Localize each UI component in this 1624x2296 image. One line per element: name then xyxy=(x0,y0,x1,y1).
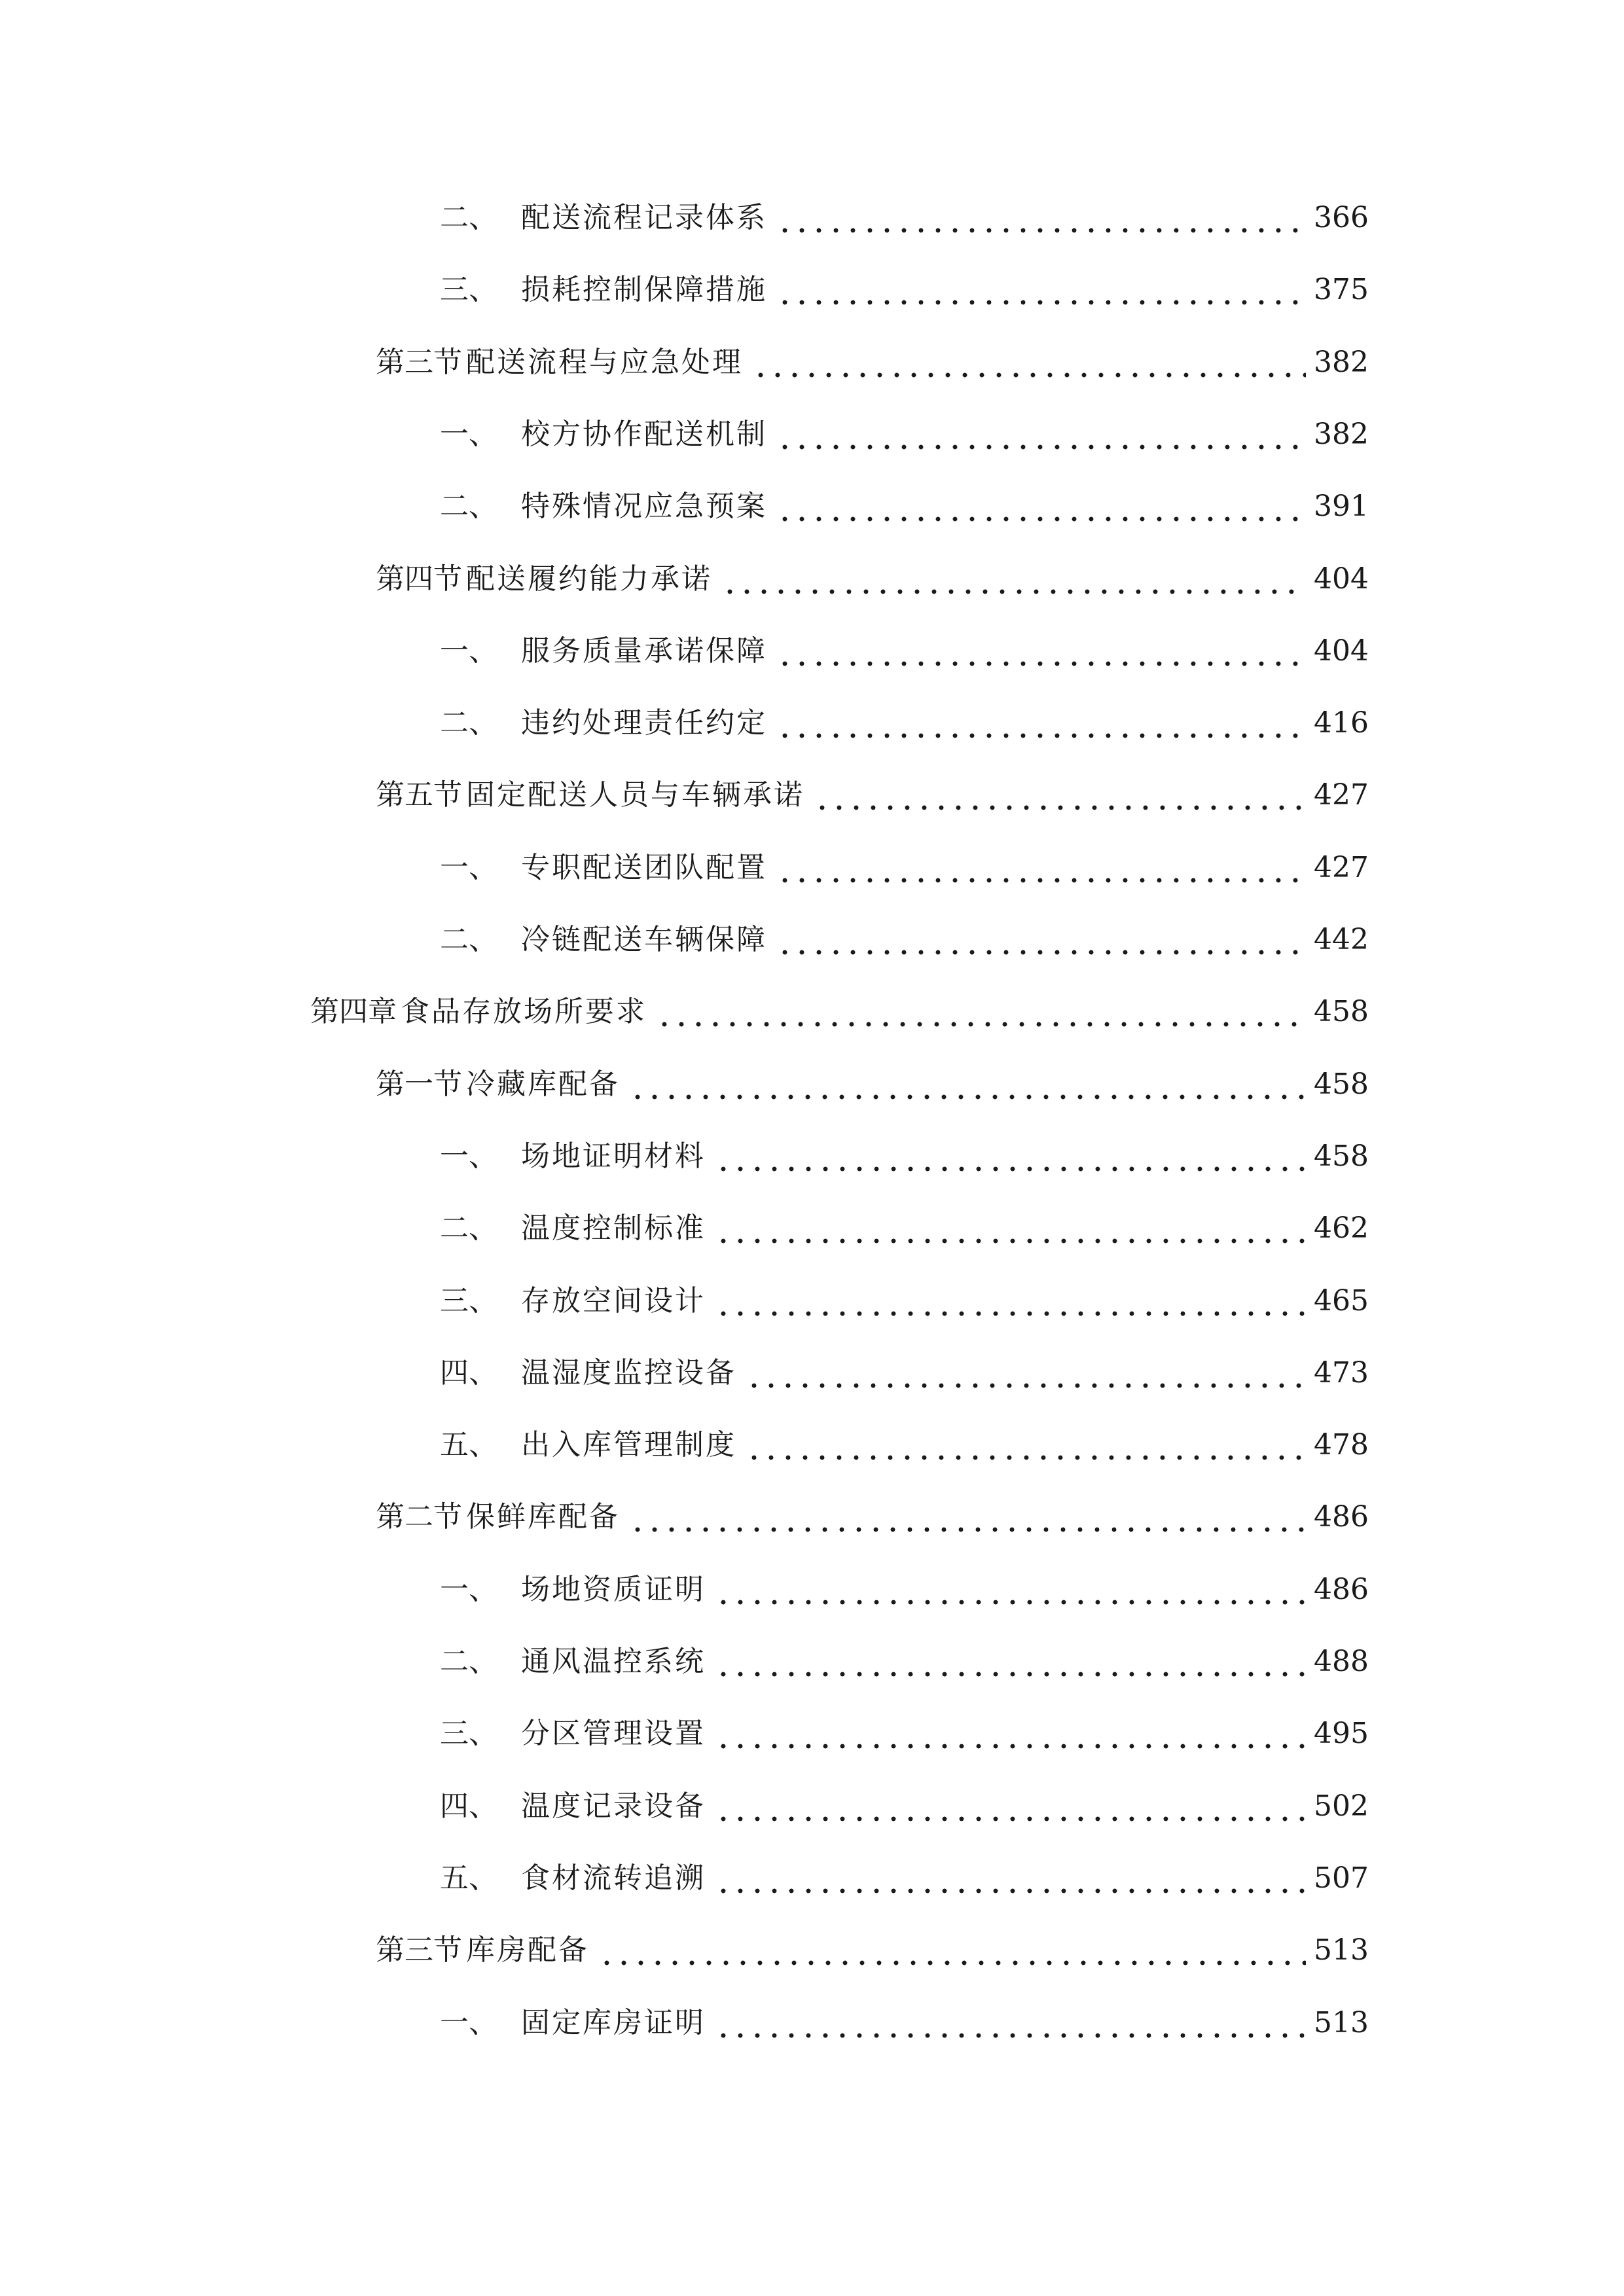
toc-entry-page-number: 513 xyxy=(1314,1933,1369,1967)
toc-entry-page-number: 391 xyxy=(1314,490,1369,523)
toc-entry-number: 第一节 xyxy=(376,1067,462,1101)
toc-entry-item[interactable] xyxy=(440,1636,1369,1688)
toc-entry-item[interactable] xyxy=(440,192,1369,244)
toc-entry-page-number: 486 xyxy=(1314,1573,1369,1606)
toc-entry-number: 一、 xyxy=(440,634,497,668)
toc-entry-chapter[interactable] xyxy=(310,986,1369,1038)
toc-entry-page-number: 507 xyxy=(1314,1861,1369,1895)
toc-entry-page-number: 486 xyxy=(1314,1500,1369,1534)
toc-entry-item[interactable] xyxy=(440,480,1369,533)
toc-entry-item[interactable] xyxy=(440,1347,1369,1399)
dot-leader xyxy=(776,625,1306,677)
toc-entry-page-number: 458 xyxy=(1314,1067,1369,1101)
toc-entry-number: 二、 xyxy=(440,923,497,956)
toc-entry-title: 场地证明材料 xyxy=(521,1139,706,1173)
toc-entry-title: 冷链配送车辆保障 xyxy=(521,923,767,956)
toc-entry-page-number: 488 xyxy=(1314,1645,1369,1678)
dot-leader xyxy=(746,1419,1306,1471)
toc-entry-number: 第三节 xyxy=(376,346,462,379)
toc-entry-section[interactable] xyxy=(376,1058,1369,1111)
toc-entry-page-number: 382 xyxy=(1314,346,1369,379)
toc-entry-title: 损耗控制保障措施 xyxy=(521,273,767,306)
toc-entry-page-number: 366 xyxy=(1314,201,1369,234)
toc-entry-title: 场地资质证明 xyxy=(521,1573,706,1606)
toc-entry-number: 一、 xyxy=(440,1139,497,1173)
toc-entry-title: 冷藏库配备 xyxy=(466,1067,620,1101)
toc-entry-title: 通风温控系统 xyxy=(521,1645,706,1678)
toc-entry-page-number: 465 xyxy=(1314,1284,1369,1318)
toc-entry-number: 第四节 xyxy=(376,562,462,596)
dot-leader xyxy=(715,1130,1306,1183)
dot-leader xyxy=(715,1636,1306,1688)
toc-entry-title: 食品存放场所要求 xyxy=(401,995,647,1028)
toc-entry-item[interactable] xyxy=(440,1997,1369,2049)
toc-entry-number: 三、 xyxy=(440,1284,497,1318)
toc-entry-title: 配送履约能力承诺 xyxy=(466,562,712,596)
toc-entry-item[interactable] xyxy=(440,1708,1369,1760)
toc-entry-page-number: 404 xyxy=(1314,562,1369,596)
toc-entry-number: 第四章 xyxy=(310,995,397,1028)
toc-entry-number: 五、 xyxy=(440,1861,497,1895)
toc-entry-number: 四、 xyxy=(440,1789,497,1823)
toc-entry-page-number: 478 xyxy=(1314,1428,1369,1462)
toc-entry-page-number: 495 xyxy=(1314,1717,1369,1750)
toc-entry-number: 第二节 xyxy=(376,1500,462,1534)
toc-entry-item[interactable] xyxy=(440,1275,1369,1327)
toc-entry-number: 四、 xyxy=(440,1356,497,1390)
toc-entry-title: 温湿度监控设备 xyxy=(521,1356,736,1390)
toc-entry-section[interactable] xyxy=(376,553,1369,605)
toc-entry-title: 保鲜库配备 xyxy=(466,1500,620,1534)
toc-entry-page-number: 462 xyxy=(1314,1211,1369,1245)
dot-leader xyxy=(776,408,1306,461)
toc-entry-title: 库房配备 xyxy=(466,1933,589,1967)
toc-entry-title: 存放空间设计 xyxy=(521,1284,706,1318)
toc-entry-title: 校方协作配送机制 xyxy=(521,418,767,451)
dot-leader xyxy=(598,1924,1306,1977)
toc-entry-title: 固定库房证明 xyxy=(521,2006,706,2039)
toc-entry-page-number: 427 xyxy=(1314,851,1369,884)
toc-entry-title: 固定配送人员与车辆承诺 xyxy=(466,778,804,812)
toc-entry-title: 分区管理设置 xyxy=(521,1717,706,1750)
toc-entry-page-number: 513 xyxy=(1314,2006,1369,2039)
toc-entry-title: 服务质量承诺保障 xyxy=(521,634,767,668)
toc-entry-page-number: 375 xyxy=(1314,273,1369,306)
toc-entry-item[interactable] xyxy=(440,842,1369,894)
dot-leader xyxy=(656,986,1306,1038)
toc-entry-item[interactable] xyxy=(440,1202,1369,1255)
toc-entry-item[interactable] xyxy=(440,408,1369,461)
dot-leader xyxy=(814,769,1306,821)
toc-entry-item[interactable] xyxy=(440,1130,1369,1183)
toc-entry-number: 第三节 xyxy=(376,1933,462,1967)
toc-entry-number: 一、 xyxy=(440,2006,497,2039)
dot-leader xyxy=(629,1491,1306,1543)
toc-entry-page-number: 473 xyxy=(1314,1356,1369,1390)
toc-entry-title: 温度记录设备 xyxy=(521,1789,706,1823)
toc-entry-title: 特殊情况应急预案 xyxy=(521,490,767,523)
toc-entry-title: 出入库管理制度 xyxy=(521,1428,736,1462)
toc-entry-page-number: 458 xyxy=(1314,995,1369,1028)
dot-leader xyxy=(776,914,1306,966)
toc-entry-page-number: 416 xyxy=(1314,706,1369,740)
toc-entry-number: 二、 xyxy=(440,706,497,740)
toc-entry-number: 五、 xyxy=(440,1428,497,1462)
dot-leader xyxy=(776,842,1306,894)
toc-entry-title: 温度控制标准 xyxy=(521,1211,706,1245)
toc-entry-page-number: 458 xyxy=(1314,1139,1369,1173)
toc-entry-page-number: 502 xyxy=(1314,1789,1369,1823)
toc-entry-number: 一、 xyxy=(440,1573,497,1606)
toc-entry-section[interactable] xyxy=(376,336,1369,389)
toc-entry-item[interactable] xyxy=(440,1780,1369,1833)
dot-leader xyxy=(715,1202,1306,1255)
toc-entry-section[interactable] xyxy=(376,1491,1369,1543)
toc-entry-number: 二、 xyxy=(440,1211,497,1245)
toc-entry-number: 三、 xyxy=(440,273,497,306)
toc-entry-section[interactable] xyxy=(376,769,1369,821)
dot-leader xyxy=(721,553,1306,605)
toc-entry-item[interactable] xyxy=(440,1419,1369,1471)
toc-entry-item[interactable] xyxy=(440,697,1369,749)
dot-leader xyxy=(715,1564,1306,1616)
dot-leader xyxy=(715,1275,1306,1327)
dot-leader xyxy=(752,336,1306,389)
toc-entry-title: 违约处理责任约定 xyxy=(521,706,767,740)
toc-entry-number: 一、 xyxy=(440,418,497,451)
toc-entry-page-number: 382 xyxy=(1314,418,1369,451)
dot-leader xyxy=(715,1780,1306,1833)
toc-entry-item[interactable] xyxy=(440,1852,1369,1905)
dot-leader xyxy=(776,480,1306,533)
toc-entry-number: 三、 xyxy=(440,1717,497,1750)
toc-entry-page-number: 442 xyxy=(1314,923,1369,956)
toc-entry-title: 配送流程与应急处理 xyxy=(466,346,743,379)
dot-leader xyxy=(715,1997,1306,2049)
toc-entry-item[interactable] xyxy=(440,914,1369,966)
toc-entry-item[interactable] xyxy=(440,625,1369,677)
toc-entry-number: 二、 xyxy=(440,201,497,234)
toc-entry-page-number: 427 xyxy=(1314,778,1369,812)
dot-leader xyxy=(776,264,1306,316)
toc-entry-section[interactable] xyxy=(376,1924,1369,1977)
dot-leader xyxy=(715,1852,1306,1905)
dot-leader xyxy=(715,1708,1306,1760)
toc-entry-page-number: 404 xyxy=(1314,634,1369,668)
toc-entry-title: 食材流转追溯 xyxy=(521,1861,706,1895)
toc-entry-title: 配送流程记录体系 xyxy=(521,201,767,234)
toc-entry-title: 专职配送团队配置 xyxy=(521,851,767,884)
toc-entry-number: 第五节 xyxy=(376,778,462,812)
toc-entry-number: 二、 xyxy=(440,1645,497,1678)
dot-leader xyxy=(746,1347,1306,1399)
toc-entry-number: 二、 xyxy=(440,490,497,523)
toc-entry-item[interactable] xyxy=(440,1564,1369,1616)
dot-leader xyxy=(629,1058,1306,1111)
toc-entry-number: 一、 xyxy=(440,851,497,884)
dot-leader xyxy=(776,697,1306,749)
dot-leader xyxy=(776,192,1306,244)
toc-entry-item[interactable] xyxy=(440,264,1369,316)
